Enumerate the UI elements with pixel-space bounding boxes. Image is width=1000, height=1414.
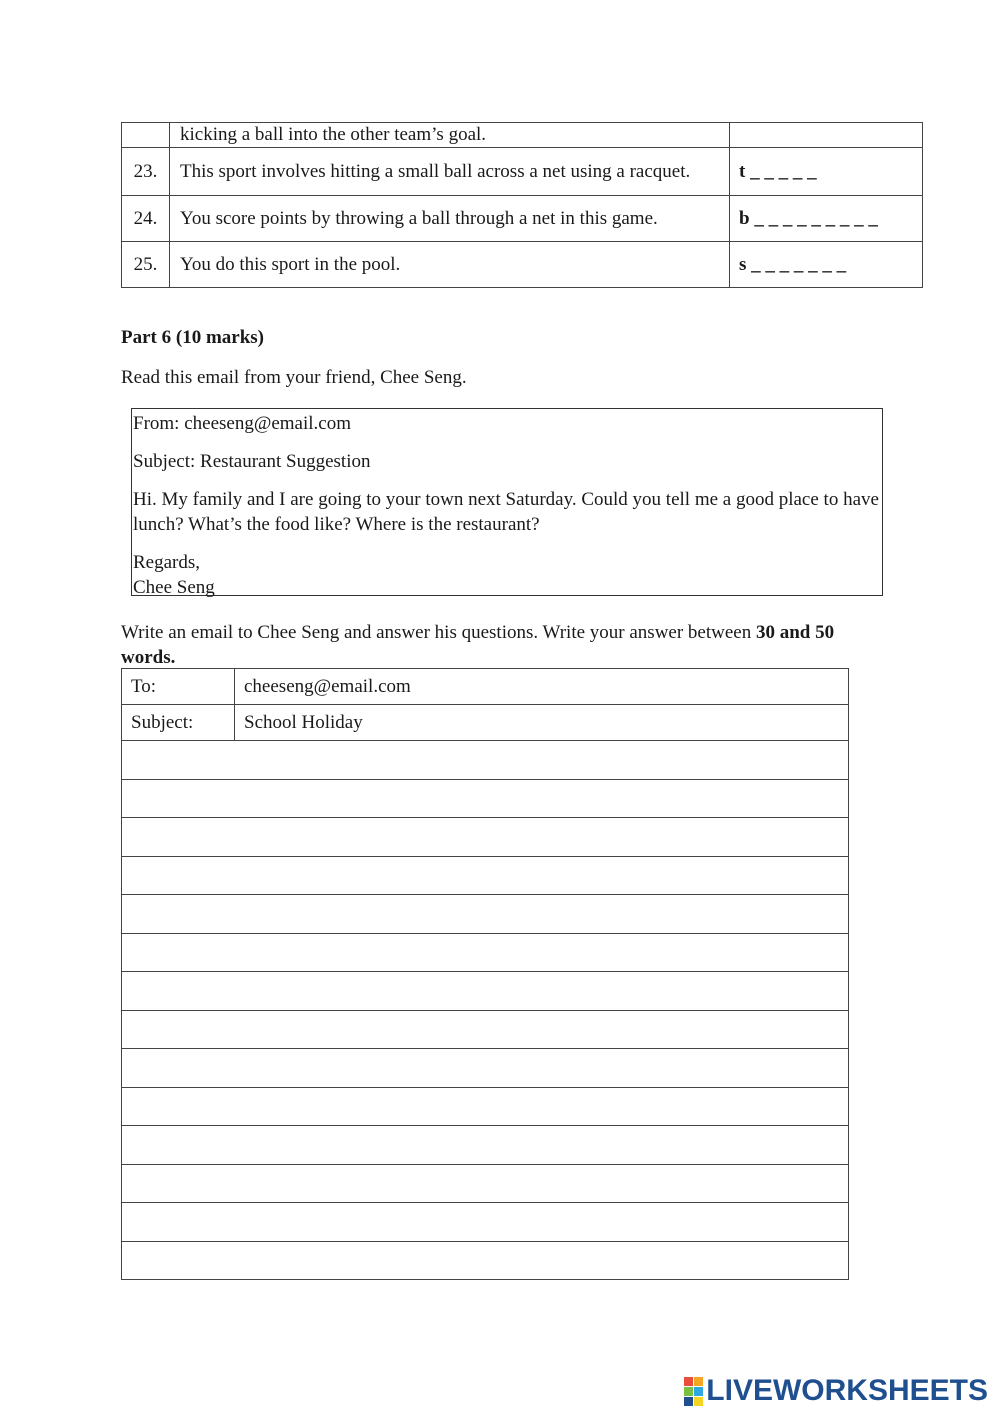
subject-label: Subject: [122,705,235,741]
writing-line [122,1010,849,1049]
email-signature: Chee Seng [133,577,215,598]
email-closing: Regards, [133,552,201,573]
answer-line-input[interactable] [122,1241,849,1280]
answer-line-input[interactable] [122,1087,849,1126]
email-from: From: cheeseng@email.com [133,413,351,434]
writing-line [122,779,849,818]
answer-line-input[interactable] [122,1164,849,1203]
answer-line-input[interactable] [122,1049,849,1088]
writing-line [122,1049,849,1088]
instruction-text: Write an email to Chee Seng and answer his questions. Write your answer between [121,622,756,643]
writing-instruction [121,620,891,670]
vocabulary-table [121,122,923,288]
answer-line-input[interactable] [122,895,849,934]
writing-line [122,818,849,857]
answer-cell[interactable]: s _ _ _ _ _ _ _ [730,242,923,288]
answer-line-input[interactable] [122,741,849,780]
question-number: 24. [122,196,170,242]
table-row [122,148,923,196]
to-row [122,669,849,705]
question-clue: kicking a ball into the other team’s goal. [170,123,730,148]
subject-value: School Holiday [235,705,849,741]
writing-line [122,1164,849,1203]
part-heading: Part 6 (10 marks) [121,327,264,348]
table-row [122,242,923,288]
answer-cell[interactable] [730,123,923,148]
question-clue: You do this sport in the pool. [170,242,730,288]
answer-line-input[interactable] [122,1010,849,1049]
answer-line-input[interactable] [122,933,849,972]
question-number: 25. [122,242,170,288]
writing-line [122,741,849,780]
answer-line-input[interactable] [122,818,849,857]
writing-line [122,1241,849,1280]
email-subject: Subject: Restaurant Suggestion [133,451,371,472]
liveworksheets-logo [684,1374,988,1408]
answer-cell[interactable]: t _ _ _ _ _ [730,148,923,196]
logo-text: LIVEWORKSHEETS [706,1374,988,1407]
question-number [122,123,170,148]
liveworksheets-logo-icon [684,1377,703,1406]
question-clue: This sport involves hitting a small ball across a net using a racquet. [170,148,730,196]
subject-row [122,705,849,741]
question-number: 23. [122,148,170,196]
word-count-requirement: 30 and 50 words. [121,622,835,668]
writing-line [122,933,849,972]
reply-email-form [121,668,849,1280]
friend-email [131,408,883,596]
to-value: cheeseng@email.com [235,669,849,705]
writing-line [122,972,849,1011]
to-label: To: [122,669,235,705]
writing-line [122,1087,849,1126]
writing-line [122,1203,849,1242]
writing-line [122,1126,849,1165]
question-clue: You score points by throwing a ball through a net in this game. [170,196,730,242]
answer-cell[interactable]: b _ _ _ _ _ _ _ _ _ [730,196,923,242]
writing-line [122,856,849,895]
table-row [122,196,923,242]
answer-line-input[interactable] [122,1203,849,1242]
answer-line-input[interactable] [122,856,849,895]
writing-line [122,895,849,934]
table-row [122,123,923,148]
read-instruction: Read this email from your friend, Chee Seng. [121,367,467,388]
email-signoff [133,550,882,600]
answer-line-input[interactable] [122,972,849,1011]
answer-line-input[interactable] [122,779,849,818]
answer-line-input[interactable] [122,1126,849,1165]
email-body: Hi. My family and I are going to your town next Saturday. Could you tell me a good place to have lunch? What’s the food like? Where is the restaurant? [133,489,879,535]
